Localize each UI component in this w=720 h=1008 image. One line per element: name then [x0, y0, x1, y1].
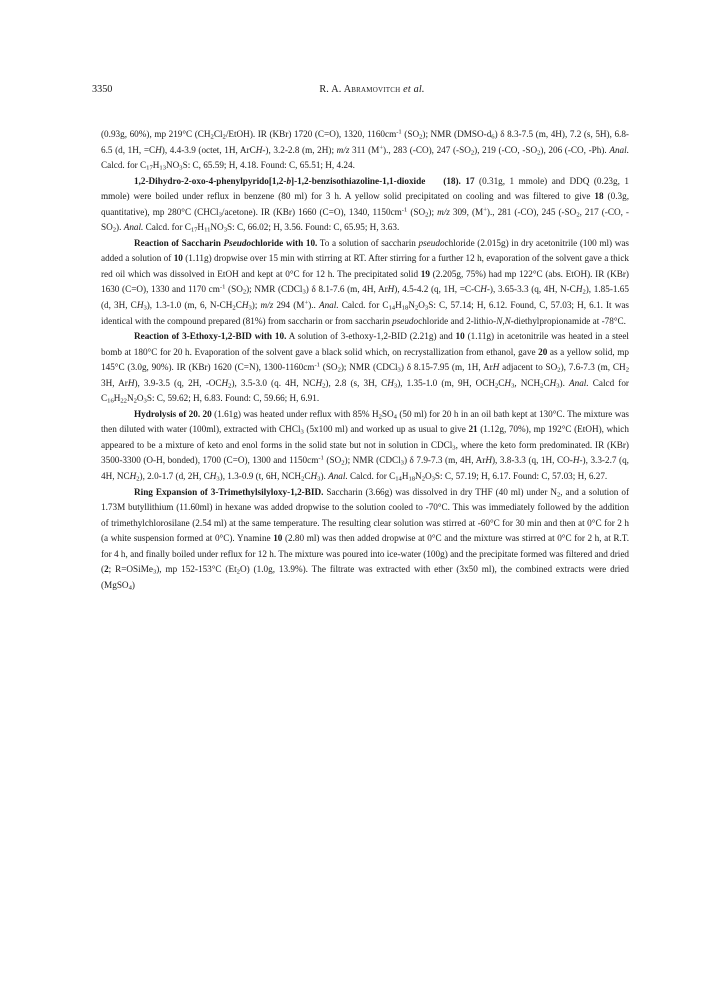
section-heading: Hydrolysis of 20.: [134, 408, 201, 419]
paragraph-ring-expansion: Ring Expansion of 3-Trimethylsilyloxy-1,2-BID. Saccharin (3.66g) was dissolved in dry THF (40 ml) under $N_2$, and a solution of 1.73M butyllithium (11.60ml) in hexane was added dropwise to the solution cooled to -70°C. This was immediately followed by the addition of trimethylchlorosilane (2.54 ml) at the same temperature. The resulting clear solution was stirred at -60°C for 30 min and then at 0°C for 2 h (a white suspension formed at 0°C). Ynamine 10 (2.80 ml) was then added dropwise at 0°C and the mixture was stirred at 0°C for 2 h, at R.T. for 4 h, and finally boiled under reflux for 12 h. The mixture was poured into ice-water (100g) and the precipitate formed was filtered and dried (2; R=OSiMe$_3$), mp 152-153°C $(Et_2O)$ (1.0g, 13.9%). The filtrate was extracted with ether (3x50 ml), the combined extracts were dried (MgSO$_4$): [101, 486, 629, 592]
paragraph-compound-18: 1,2-Dihydro-2-oxo-4-phenylpyrido[1,2-b]-1,2-benzisothiazoline-1,1-dioxide (18). 17 (0.31g, 1 mmole) and DDQ (0.23g, 1 mmole) were boiled under reflux in benzene (80 ml) for 3 h. A yellow solid precipitated on cooling and was filtered to give 18 (0.3g, quantitative), mp 280°C (CHCl$_3$/acetone). IR (KBr) 1660 (C=O), 1340, $1150cm^{-1}$ $(SO_2)$; m/z 309, (M+)., 281 (-CO), 245 ($-SO_2$, 217 (-CO, $-SO_2$). Anal. Calcd. for $C_{17}H_{11}NO_3S$: C, 66.02; H, 3.56. Found: C, 65.95; H, 3.63.: [101, 175, 629, 234]
paragraph-pseudochloride: Reaction of Saccharin Pseudochloride with 10. To a solution of saccharin pseudochloride (2.015g) in dry acetonitrile (100 ml) was added a solution of 10 (1.11g) dropwise over 15 min with stirring at RT. After stirring for a further 12 h, evaporation of the solvent gave a thick red oil which was dissolved in EtOH and kept at 0°C for 12 h. The precipitated solid 19 (2.205g, 75%) had mp 122°C (abs. EtOH). IR (KBr) 1630 (C=O), 1330 and 1170 $cm^{-1}$ $(SO_2)$; NMR (CDCl$_3$) δ 8.1-7.6 (m, 4H, ArH), 4.5-4.2 (q, 1H, =C-CH-), 3.65-3.3 (q, 4H, $N-CH_2$), 1.85-1.65 (d, 3H, $CH_3$), 1.3-1.0 (m, 6, $N-CH_2CH_3$); m/z 294 (M+).. Anal. Calcd. for $C_{14}H_{18}N_2O_3S$: C, 57.14; H, 6.12. Found, C, 57.03; H, 6.1. It was identical with the compound prepared (81%) from saccharin or from saccharin pseudochloride and 2-lithio-N,N-diethylpropionamide at -78°C.: [101, 237, 629, 326]
paragraph-ethoxy-bid: Reaction of 3-Ethoxy-1,2-BID with 10. A solution of 3-ethoxy-1,2-BID (2.21g) and 10 (1.11g) in acetonitrile was heated in a steel bomb at 180°C for 20 h. Evaporation of the solvent gave a black solid which, on recrystallization from ethanol, gave 20 as a yellow solid, mp 145°C (3.0g, 90%). IR (KBr) 1620 (C=N), $1300-1160cm^{-1}$ $(SO_2)$; NMR (CDCl$_3$) δ 8.15-7.95 (m, 1H, ArH adjacent to $SO_2$), 7.6-7.3 (m, $CH_2$ 3H, ArH), 3.9-3.5 (q, 2H, $-OCH_2$), 3.5-3.0 (q. 4H, $NCH_2$), 2.8 (s, 3H, $CH_3$), 1.35-1.0 (m, 9H, $OCH_2CH_3$, $NCH_2CH_3$). Anal. Calcd for $C_{16}H_{22}N_2O_3S$: C, 59.62; H, 6.83. Found: C, 59.66; H, 6.91.: [101, 331, 629, 405]
running-head: [92, 84, 652, 95]
section-heading: Ring Expansion of 3-Trimethylsilyloxy-1,2-BID.: [134, 486, 324, 497]
page-number: 3350: [92, 84, 113, 95]
section-heading: 1,2-Dihydro-2-oxo-4-phenylpyrido[1,2-b]-1,2-benzisothiazoline-1,1-dioxide (18).: [134, 175, 461, 186]
section-heading: Reaction of Saccharin Pseudochloride with 10.: [134, 237, 318, 248]
running-head-etal: et al.: [403, 84, 425, 95]
paragraph-continuation: (0.93g, 60%), mp 219°C $(CH_2Cl_2/EtOH)$. IR (KBr) 1720 (C=O), 1320, $1160cm^{-1}$ $(SO_2)$; NMR $(DMSO-d_6)$ δ 8.3-7.5 (m, 4H), 7.2 (s, 5H), 6.8-6.5 (d, 1H, =CH), 4.4-3.9 (octet, 1H, ArCH-), 3.2-2.8 (m, 2H); m/z 311 (M+)., 283 (-CO), 247 $(-SO_2)$, 219 (-CO, $-SO_2$), 206 (-CO, -Ph). Anal. Calcd. for $C_{17}H_{13}NO_3S$: C, 65.59; H, 4.18. Found: C, 65.51; H, 4.24.: [101, 128, 629, 172]
article-body: [101, 127, 629, 593]
page-header: [92, 84, 652, 100]
running-head-author: R. A. Abramovitch: [319, 84, 401, 95]
section-heading: Reaction of 3-Ethoxy-1,2-BID with 10.: [134, 331, 287, 342]
paragraph-hydrolysis: Hydrolysis of 20. 20 (1.61g) was heated under reflux with 85% $H_2SO_4$ (50 ml) for 20 h in an oil bath kept at 130°C. The mixture was then diluted with water (100ml), extracted with CHCl$_3$ (5x100 ml) and worked up as usual to give 21 (1.12g, 70%), mp 192°C (EtOH), which appeared to be a mixture of keto and enol forms in the solid state but not in solution in CDCl$_3$, where the keto form predominated. IR (KBr) 3500-3300 (O-H, bonded), 1700 (C=O), 1300 and $1150cm^{-1}$ $(SO_2)$; NMR (CDCl$_3$) δ 7.9-7.3 (m, 4H, ArH), 3.8-3.3 (q, 1H, CO-H-), 3.3-2.7 (q, 4H, $NCH_2$), 2.0-1.7 (d, 2H, $CH_3$), 1.3-0.9 (t, 6H, $NCH_2CH_3$). Anal. Calcd. for $C_{14}H_{18}N_2O_3S$: C, 57.19; H, 6.17. Found: C, 57.03; H, 6.27.: [101, 408, 630, 483]
